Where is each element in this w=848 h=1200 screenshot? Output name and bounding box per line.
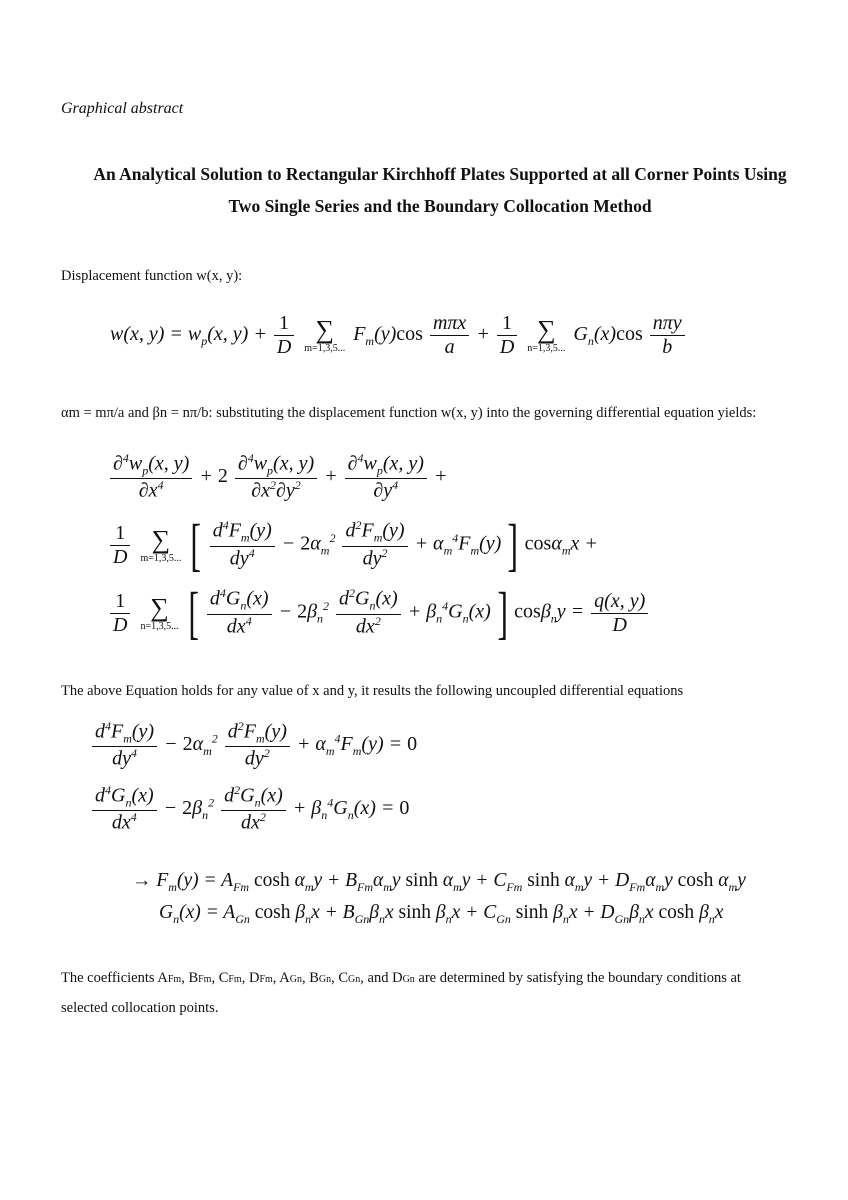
title-line-1: An Analytical Solution to Rectangular Kirchhoff Plates Supported at all Corner Points Using: [93, 164, 787, 184]
equation-solution-g: $G_n(x) = A_{Gn}$ $\cosh \beta_nx + B_{Gn}\beta_nx$ $\sinh \beta_nx + C_{Gn}$ $\sinh \beta_nx + D_{Gn}\beta_nx$ $\cosh \beta_nx$: [159, 902, 724, 926]
ode-g-rhs: 0: [399, 797, 410, 820]
equation-solution-f: → $F_m(y) = A_{Fm}$ $\cosh \alpha_my + B_{Fm}\alpha_my$ $\sinh \alpha_my + C_{Fm}$ $\sinh \alpha_my + D_{Fm}\alpha_my$ $\cosh \alpha_my$: [132, 870, 746, 894]
uncoupled-sentence: The above Equation holds for any value of x and y, it results the following uncoupled differential equations: [61, 683, 684, 699]
equation-ode-g: $\frac{d^4G_n(x)}{dx^4}$ − $2\beta_n^2$ $\frac{d^2G_n(x)}{dx^2}$ + $\beta_n^4G_n(x) = 0$: [90, 784, 409, 835]
sum-limit-n: n=1,3,5...: [527, 343, 566, 354]
title-line-2: Two Single Series and the Boundary Collocation Method: [228, 196, 652, 216]
sum-limit-m-2: m=1,3,5...: [140, 552, 182, 564]
coefficients-text-2: selected collocation points.: [61, 1000, 219, 1016]
ode-f-rhs: 0: [407, 733, 418, 756]
paper-title: [40, 158, 840, 222]
coefficients-paragraph: The coefficients AFm, BFm, CFm, DFm, AGn, BGn, CGn, and DGn are determined by satisfying the boundary conditions at selected collocation points.: [61, 970, 741, 1016]
sum-limit-n-2: n=1,3,5...: [140, 620, 179, 632]
substitution-text: : substituting the displacement function w(x, y) into the governing differential equation yields:: [208, 405, 757, 421]
equation-governing-line-1: $\frac{\partial^4w_p(x, y)}{\partial x^4}$ + 2 $\frac{\partial^4w_p(x, y)}{\partial x^2\partial y^2}$ + $\frac{\partial^4w_p(x, y)}{\partial y^4}$ +: [108, 452, 447, 503]
displacement-heading: Displacement function w(x, y):: [61, 268, 243, 284]
equation-displacement: w(x, $y) = w_p(x$, y) + $\frac{1}{D}$ ∑ m=1,3,5... $F_m(y)\cos$ $\frac{\text{mπx}}{a}$ + $\frac{1}{D}$ ∑ n=1,3,5... $G_n(x)\cos$ $\frac{\text{nπy}}{b}$: [110, 312, 687, 359]
equation-governing-line-2: $\frac{1}{D}$ ∑ m=1,3,5... [ $\frac{d^4F_m(y)}{dy^4}$ − $2\alpha_m^2$ $\frac{d^2F_m(y)}{dy^2}$ + $\alpha_m^4F_m(y)$ ] cosα$_m$x +: [108, 516, 598, 574]
alpha-beta-definition: αm = mπ/a and βn = nπ/b: [61, 405, 209, 421]
equation-ode-f: $\frac{d^4F_m(y)}{dy^4}$ − $2\alpha_m^2$ $\frac{d^2F_m(y)}{dy^2}$ + $\alpha_m^4F_m(y) = 0$: [90, 720, 417, 771]
equation-governing-line-3: $\frac{1}{D}$ ∑ n=1,3,5... [ $\frac{d^4G_n(x)}{dx^4}$ − $2\beta_n^2$ $\frac{d^2G_n(x)}{dx^2}$ + $\beta_n^4G_n(x)$ ] cosβ$_n$y = $\frac{q(x, y)}{D}$: [108, 584, 650, 642]
section-label: Graphical abstract: [61, 100, 184, 117]
sum-limit-m: m=1,3,5...: [304, 343, 346, 354]
substitution-sentence: [61, 402, 756, 424]
coefficients-text-1: are determined by satisfying the boundary conditions at: [418, 970, 741, 986]
